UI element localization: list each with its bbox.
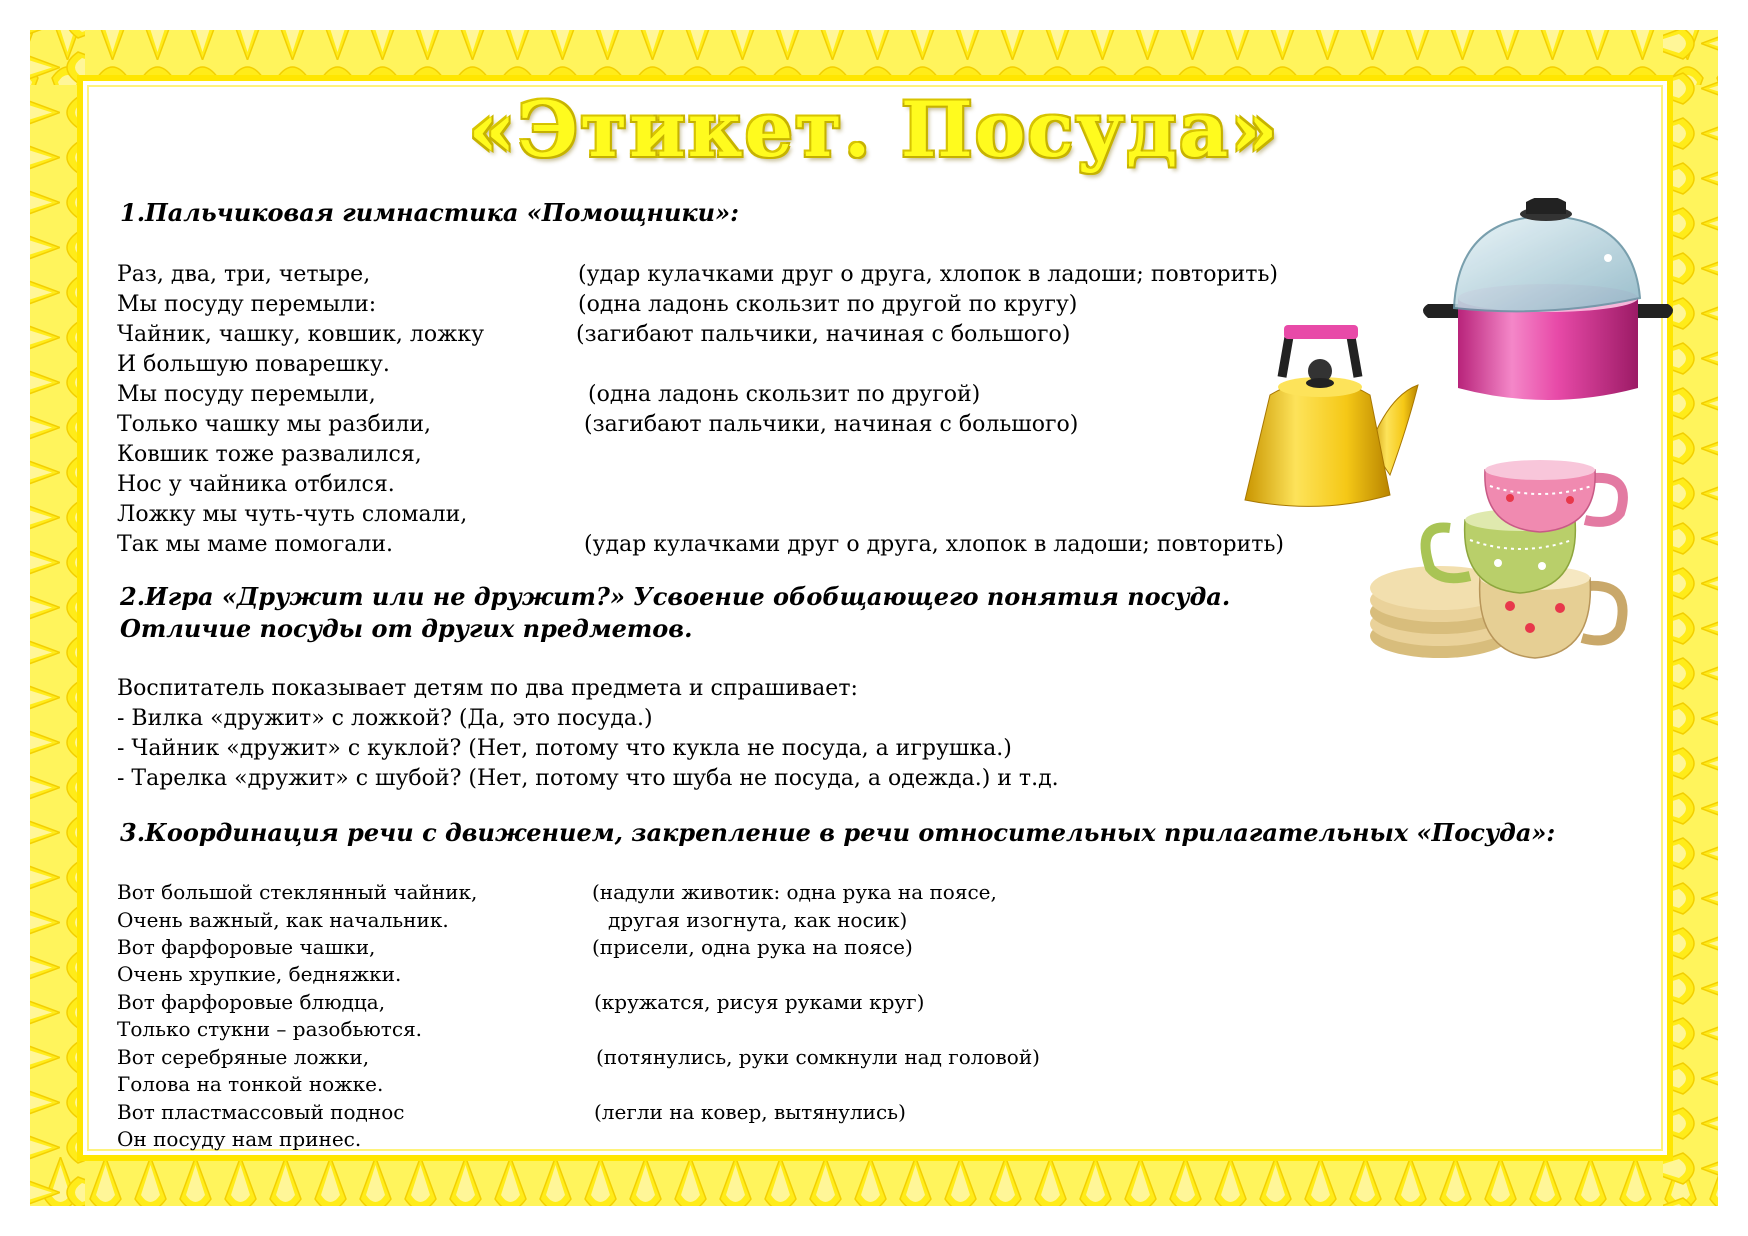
body-line: Воспитатель показывает детям по два предмета и спрашивает: [117,676,858,701]
poem-action: (удар кулачками друг о друга, хлопок в ладоши; повторить) [584,532,1285,557]
poem-line: Раз, два, три, четыре, [117,262,371,287]
section2-heading-line2: Отличие посуды от других предметов. [120,614,693,643]
poem-line: Очень важный, как начальник. [117,908,449,932]
pot-icon [1418,198,1678,413]
poem-action: (удар кулачками друг о друга, хлопок в ладоши; повторить) [578,262,1279,287]
body-line: - Тарелка «дружит» с шубой? (Нет, потому что шуба не посуда, а одежда.) и т.д. [117,766,1059,791]
poem-line: Очень хрупкие, бедняжки. [117,962,402,986]
poem-line: Вот большой стеклянный чайник, [117,880,478,904]
poem-line: Он посуду нам принес. [117,1127,362,1151]
poem-line: Вот серебряные ложки, [117,1045,370,1069]
poem-action: (надули животик: одна рука на поясе, [592,880,997,904]
poem-line: Вот фарфоровые блюдца, [117,990,386,1014]
poem-line: Нос у чайника отбился. [117,472,395,497]
body-line: - Вилка «дружит» с ложкой? (Да, это посуда.) [117,706,653,731]
poem-action: (загибают пальчики, начиная с большого) [576,322,1071,347]
poem-line: Ковшик тоже развалился, [117,442,422,467]
poem-line: И большую поварешку. [117,352,390,377]
poem-line: Мы посуду перемыли, [117,382,376,407]
poem-action: (одна ладонь скользит по другой) [588,382,981,407]
poem-action: (легли на ковер, вытянулись) [594,1100,906,1124]
body-line: - Чайник «дружит» с куклой? (Нет, потому что кукла не посуда, а игрушка.) [117,736,1012,761]
poem-action: (присели, одна рука на поясе) [592,935,913,959]
section1-heading: 1.Пальчиковая гимнастика «Помощники»: [120,198,739,227]
section3-heading: 3.Координация речи с движением, закрепление в речи относительных прилагательных «Посуда»: [120,818,1556,847]
poem-line: Только стукни – разобьются. [117,1017,423,1041]
poem-action: (потянулись, руки сомкнули над головой) [596,1045,1040,1069]
cups-and-plates-icon [1370,458,1640,673]
poem-line: Ложку мы чуть-чуть сломали, [117,502,468,527]
page-title: «Этикет. Посуда» [468,85,1280,174]
section2-heading-line1: 2.Игра «Дружит или не дружит?» Усвоение обобщающего понятия посуда. [120,582,1231,611]
poem-line: Вот фарфоровые чашки, [117,935,376,959]
poem-line: Так мы маме помогали. [117,532,394,557]
poem-action: (загибают пальчики, начиная с большого) [584,412,1079,437]
poem-line: Мы посуду перемыли: [117,292,377,317]
poem-action: (кружатся, рисуя руками круг) [594,990,925,1014]
poem-action: другая изогнута, как носик) [608,908,908,932]
poem-action: (одна ладонь скользит по другой по кругу) [578,292,1078,317]
poem-line: Только чашку мы разбили, [117,412,432,437]
poem-line: Голова на тонкой ножке. [117,1072,384,1096]
poem-line: Чайник, чашку, ковшик, ложку [117,322,485,347]
poem-line: Вот пластмассовый поднос [117,1100,405,1124]
